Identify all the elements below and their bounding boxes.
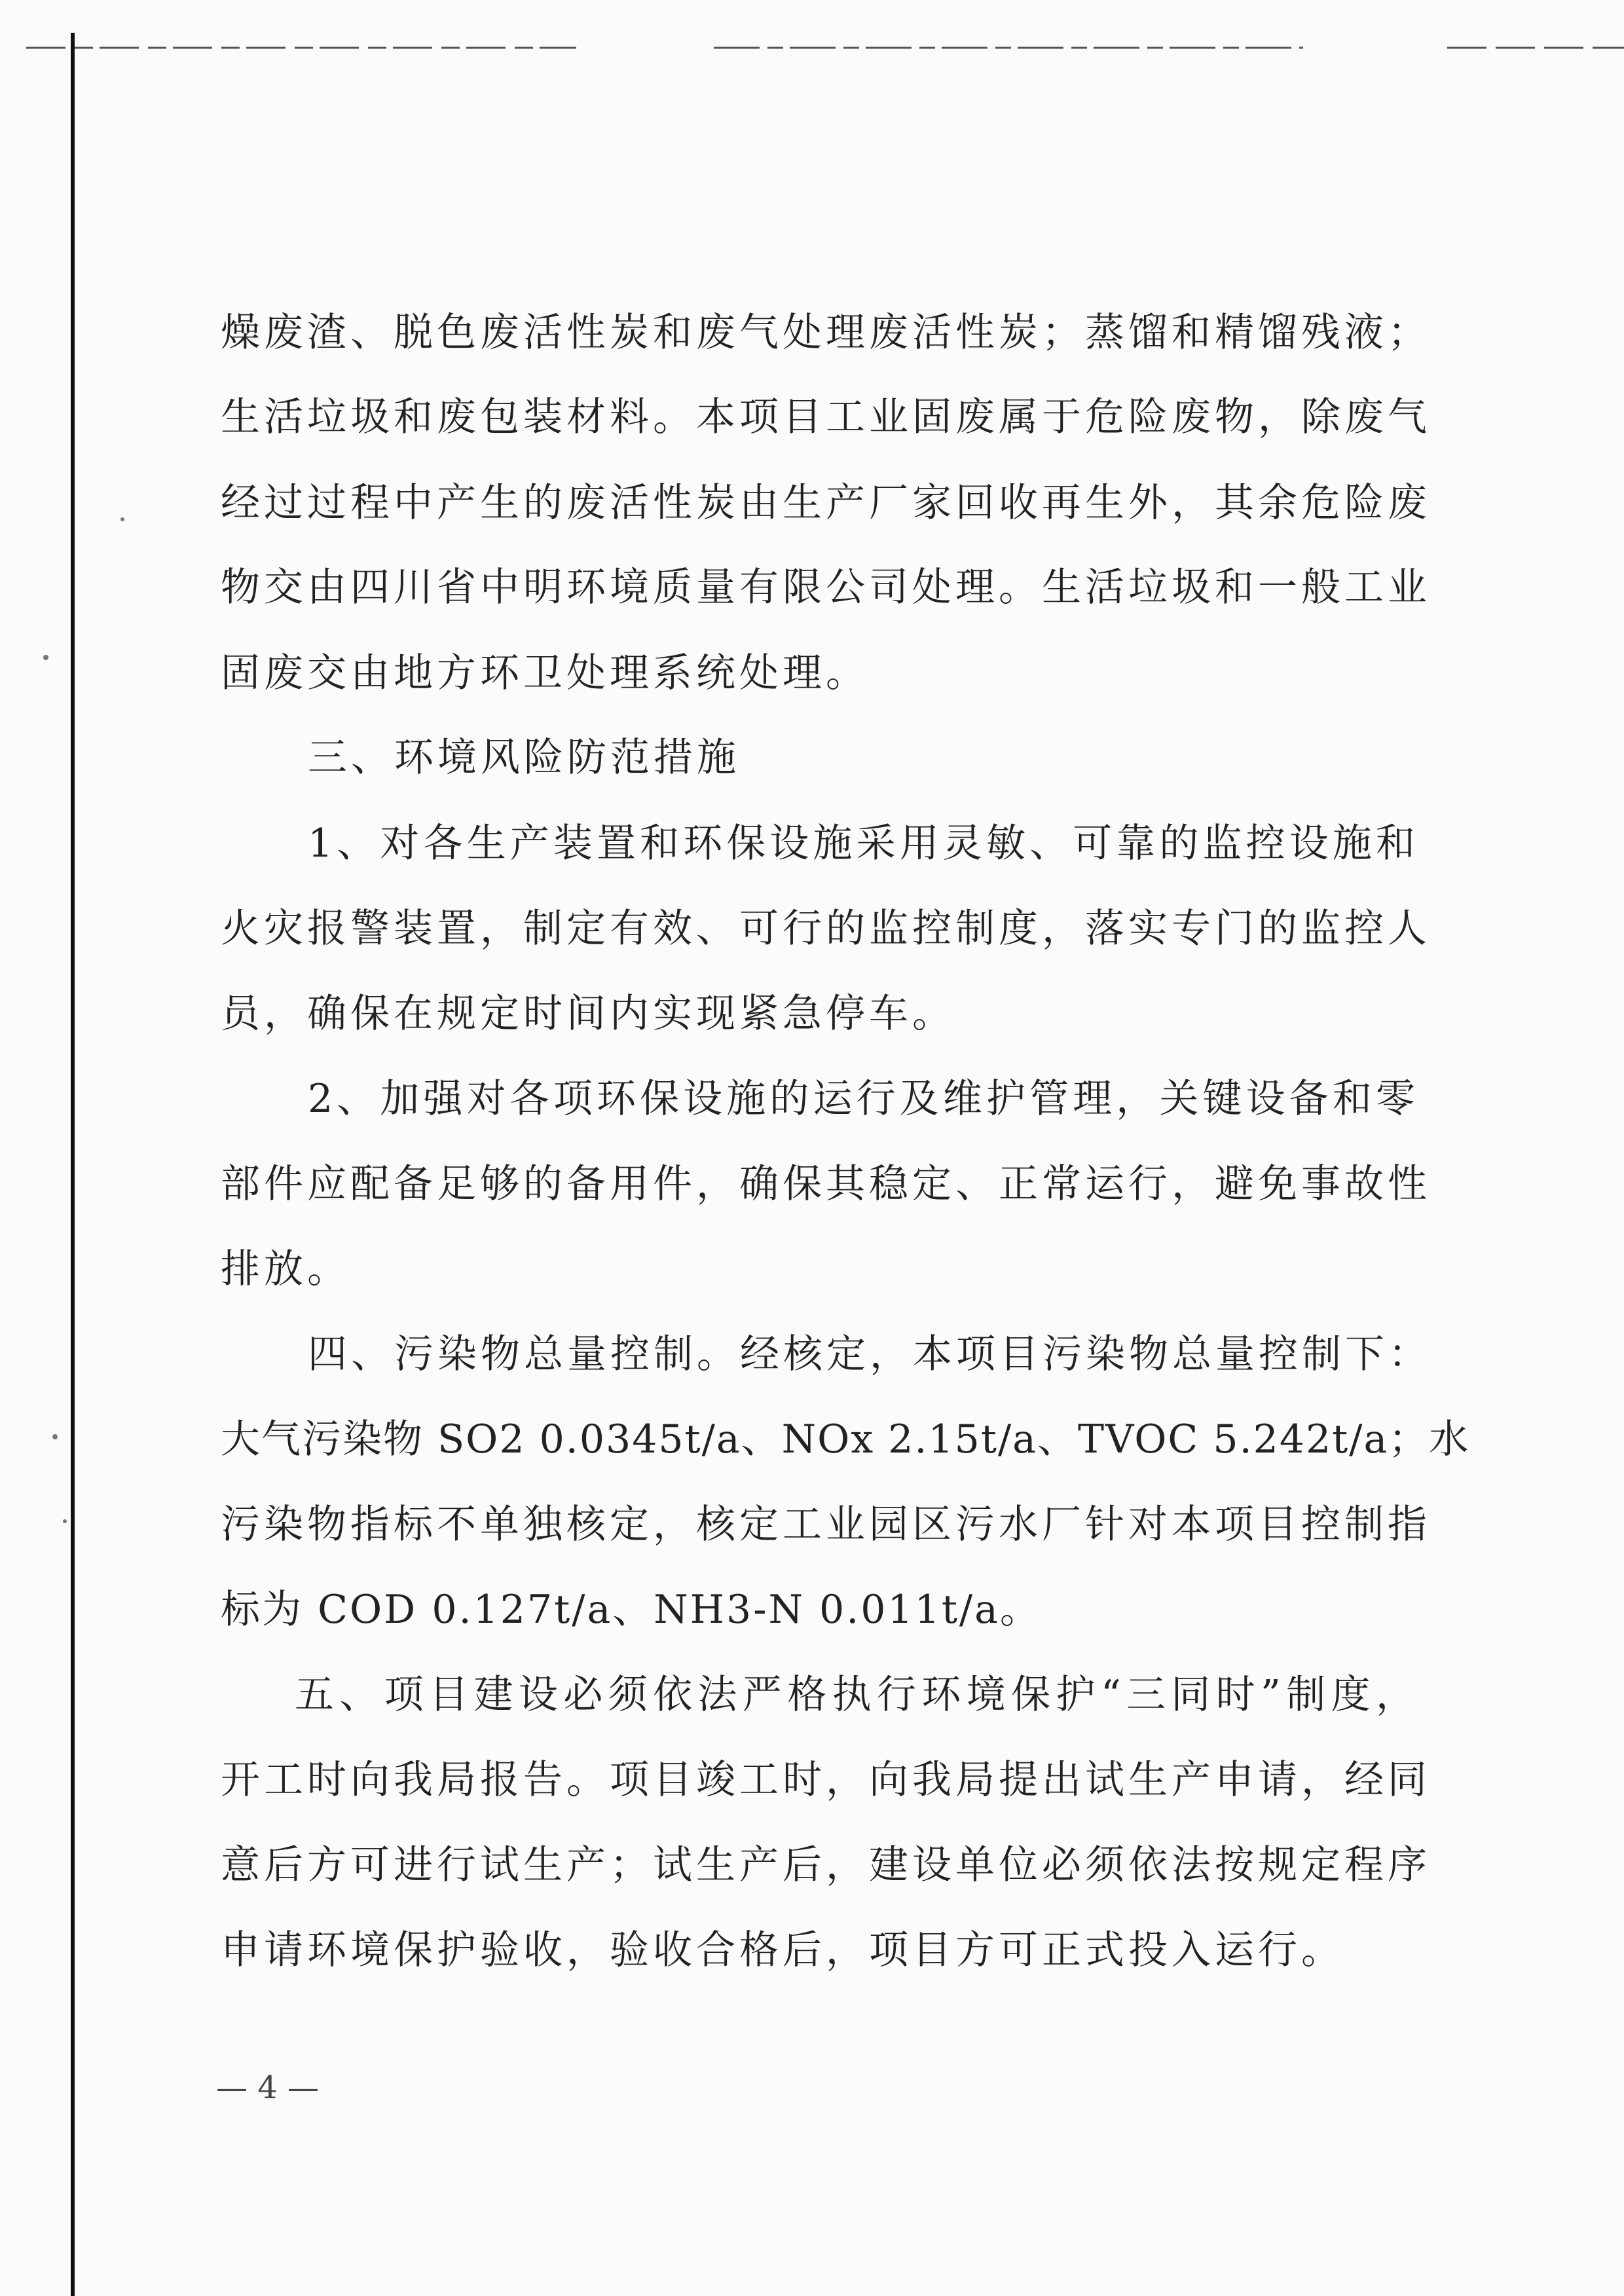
section-heading-pollutant-control: 四、污染物总量控制。经核定，本项目污染物总量控制下： [308,1331,1431,1377]
section-heading-risk-prevention: 三、环境风险防范措施 [308,735,740,781]
body-line-16: 标为 COD 0.127t/a、NH3-N 0.011t/a。 [221,1587,1041,1633]
body-line-18: 开工时向我局报告。项目竣工时，向我局提出试生产申请，经同 [221,1757,1431,1803]
body-line-10: 2、加强对各项环保设施的运行及维护管理，关键设备和零 [308,1076,1419,1122]
body-line-7: 1、对各生产装置和环保设施采用灵敏、可靠的监控设施和 [308,821,1419,866]
body-line-8: 火灾报警装置，制定有效、可行的监控制度，落实专门的监控人 [221,906,1431,952]
body-line-20: 申请环境保护验收，验收合格后，项目方可正式投入运行。 [221,1927,1344,1973]
page-number: — 4 — [216,2069,320,2106]
body-line-12: 排放。 [221,1246,350,1292]
body-line-3: 经过过程中产生的废活性炭由生产厂家回收再生外，其余危险废 [221,480,1431,526]
body-line-2: 生活垃圾和废包装材料。本项目工业固废属于危险废物，除废气 [221,394,1431,440]
body-line-11: 部件应配备足够的备用件，确保其稳定、正常运行，避免事故性 [221,1161,1431,1207]
section-heading-three-simultaneous: 五、项目建设必须依法严格执行环境保护“三同时”制度， [295,1672,1419,1718]
body-line-1: 燥废渣、脱色废活性炭和废气处理废活性炭；蒸馏和精馏残液； [221,310,1431,356]
body-line-9: 员，确保在规定时间内实现紧急停车。 [221,991,955,1037]
body-line-15: 污染物指标不单独核定，核定工业园区污水厂针对本项目控制指 [221,1502,1431,1547]
body-line-4: 物交由四川省中明环境质量有限公司处理。生活垃圾和一般工业 [221,565,1431,610]
body-line-14: 大气污染物 SO2 0.0345t/a、NOx 2.15t/a、TVOC 5.242t/a；水 [221,1416,1470,1462]
body-line-5: 固废交由地方环卫处理系统处理。 [221,650,869,696]
body-line-19: 意后方可进行试生产；试生产后，建设单位必须依法按规定程序 [221,1842,1431,1888]
